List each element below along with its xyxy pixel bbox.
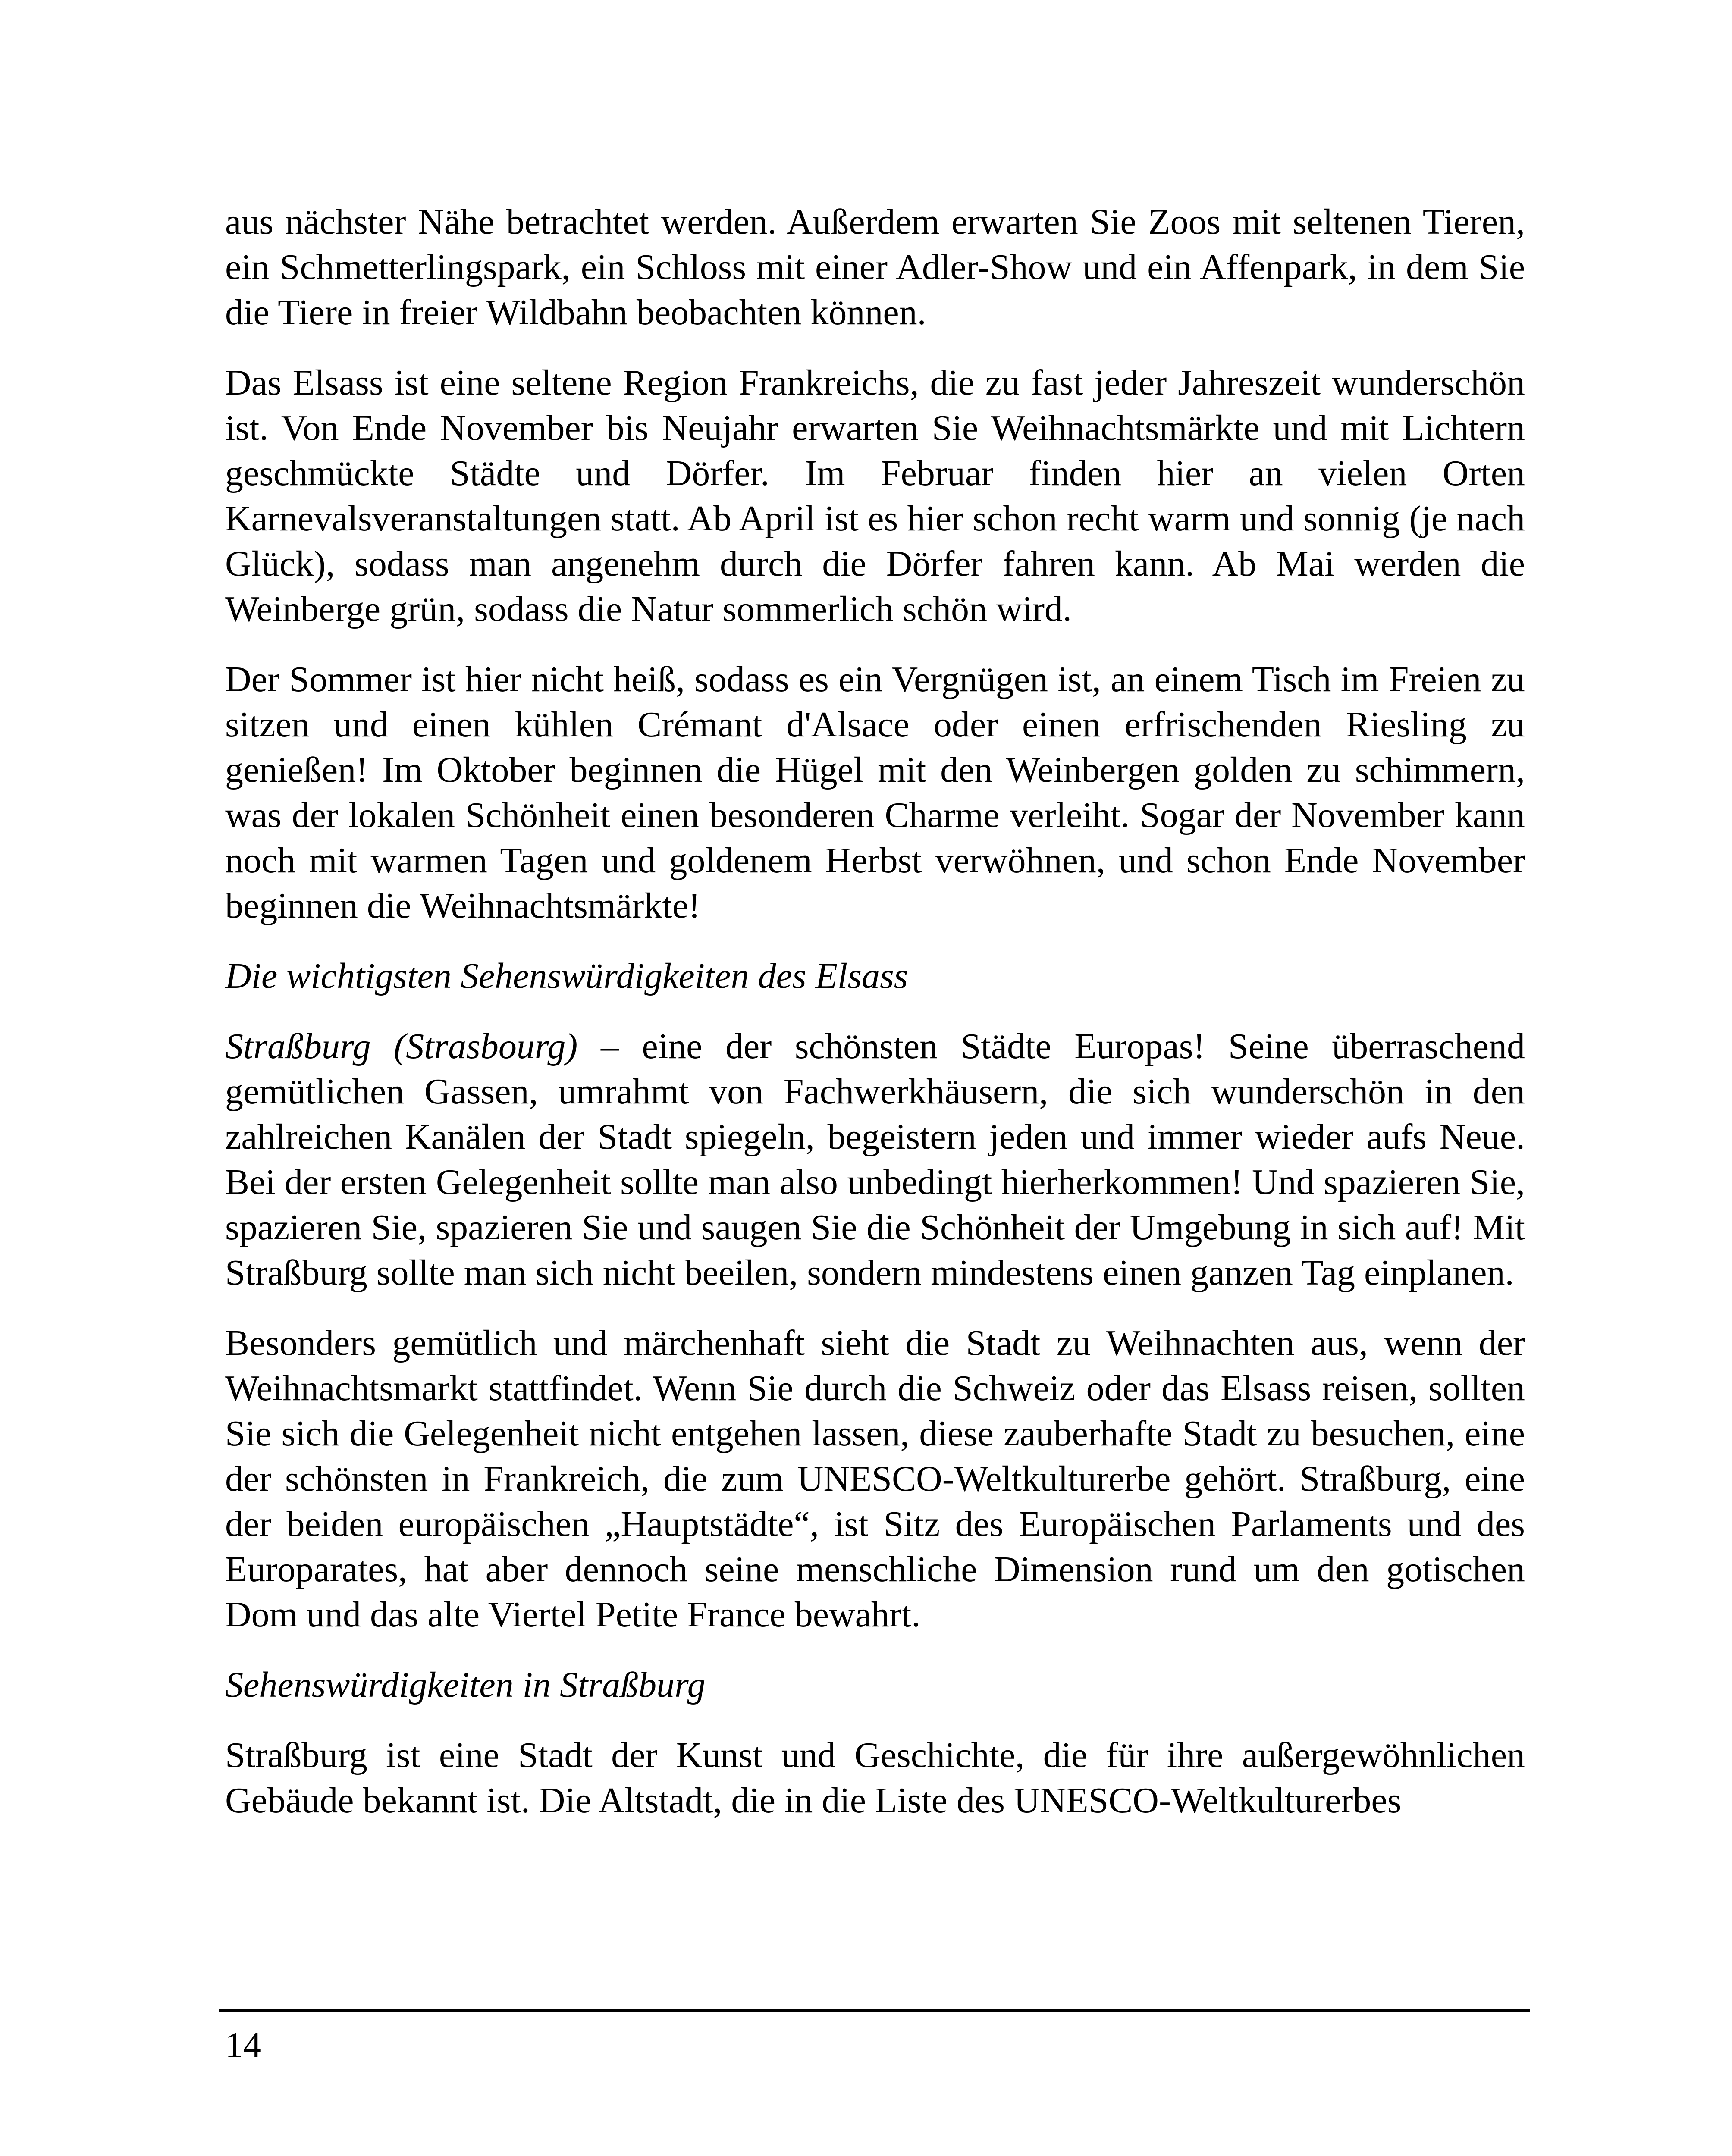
paragraph-wildlife: aus nächster Nähe betrachtet werden. Außerdem erwarten Sie Zoos mit seltenen Tieren, ein Schmetterlingspark, ein Schloss mit einer Adler-Show und ein Affenpark, in dem Sie die Tiere in freier Wildbahn beobachten können. [225,202,1525,332]
paragraph-summer: Der Sommer ist hier nicht heiß, sodass es ein Vergnügen ist, an einem Tisch im Freien zu sitzen und einen kühlen Crémant d'Alsace oder einen erfrischenden Riesling zu genießen! Im Oktober beginnen die Hügel mit den Weinbergen golden zu schimmern, was der lokalen Schönheit einen besonderen Charme verleiht. Sogar der November kann noch mit warmen Tagen und goldenem Herbst verwöhnen, und schon Ende November beginnen die Weihnachtsmärkte! [225,659,1525,926]
section-heading-highlights: Die wichtigsten Sehenswürdigkeiten des Elsass [225,956,908,996]
footer-divider [219,2009,1530,2012]
strasbourg-name: Straßburg (Strasbourg) [225,1026,578,1066]
paragraph-art-history: Straßburg ist eine Stadt der Kunst und Geschichte, die für ihre außergewöhnlichen Gebäude bekannt ist. Die Altstadt, die in die Liste des UNESCO-Weltkulturerbes [225,1735,1525,1821]
paragraph-seasons: Das Elsass ist eine seltene Region Frankreichs, die zu fast jeder Jahreszeit wunderschön ist. Von Ende November bis Neujahr erwarten Sie Weihnachtsmärkte und mit Lichtern geschmückte Städte und Dörfer. Im Februar finden hier an vielen Orten Karnevalsveranstaltungen statt. Ab April ist es hier schon recht warm und sonnig (je nach Glück), sodass man angenehm durch die Dörfer fahren kann. Ab Mai werden die Weinberge grün, sodass die Natur sommerlich schön wird. [225,363,1525,629]
paragraph-christmas: Besonders gemütlich und märchenhaft sieht die Stadt zu Weihnachten aus, wenn der Weihnachtsmarkt stattfindet. Wenn Sie durch die Schweiz oder das Elsass reisen, sollten Sie sich die Gelegenheit nicht entgehen lassen, diese zauberhafte Stadt zu besuchen, eine der schönsten in Frankreich, die zum UNESCO-Weltkulturerbe gehört. Straßburg, eine der beiden europäischen „Hauptstädte“, ist Sitz des Europäischen Parlaments und des Europarates, hat aber dennoch seine menschliche Dimension rund um den gotischen Dom und das alte Viertel Petite France bewahrt. [225,1323,1525,1635]
page-number: 14 [225,2025,261,2065]
section-heading-strasbourg-sights: Sehenswürdigkeiten in Straßburg [225,1665,706,1705]
strasbourg-description: – eine der schönsten Städte Europas! Seine überraschend gemütlichen Gassen, umrahmt von Fachwerkhäusern, die sich wunderschön in den zahlreichen Kanälen der Stadt spiegeln, begeistern jeden und immer wieder aufs Neue. Bei der ersten Gelegenheit sollte man also unbedingt hierherkommen! Und spazieren Sie, spazieren Sie, spazieren Sie und saugen Sie die Schönheit der Umgebung in sich auf! Mit Straßburg sollte man sich nicht beeilen, sondern mindestens einen ganzen Tag einplanen. [225,1026,1525,1293]
body-text [225,199,1525,1848]
paragraph-strasbourg-intro [225,1024,1525,1295]
